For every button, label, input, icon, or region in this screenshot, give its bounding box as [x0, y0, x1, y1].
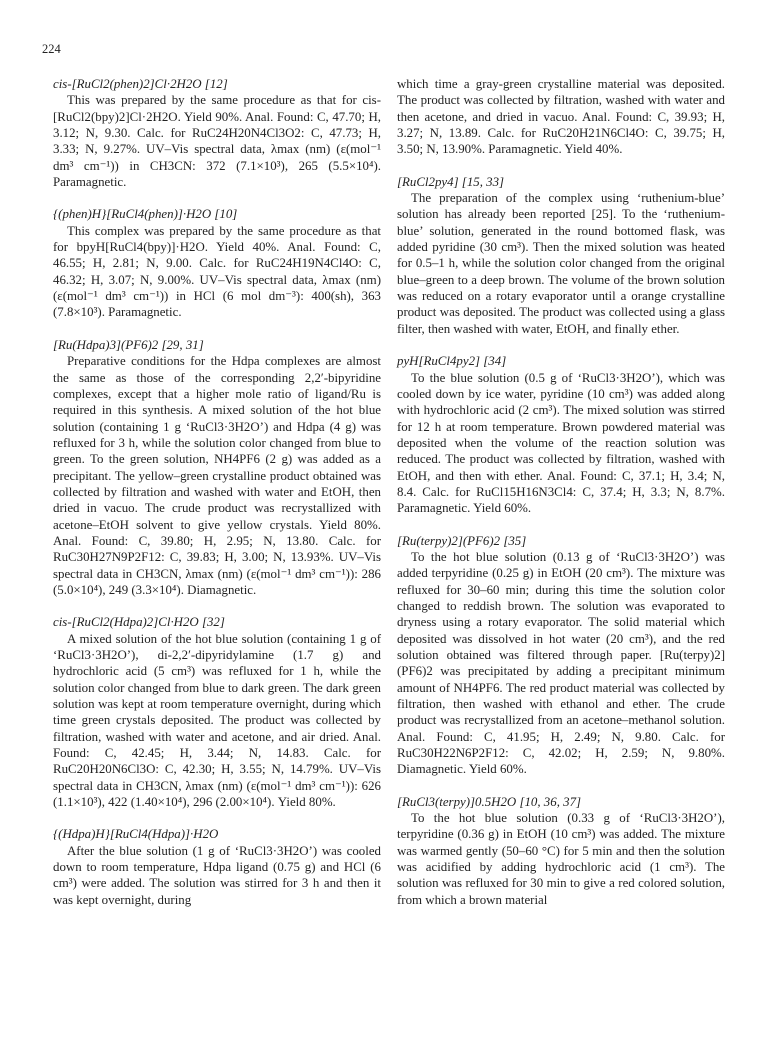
section-heading: {(phen)H}[RuCl4(phen)]·H2O [10] — [53, 207, 238, 222]
section-ru-hdpa3 — [53, 337, 381, 599]
section-heading: {(Hdpa)H}[RuCl4(Hdpa)]·H2O — [53, 827, 219, 842]
section-rucl2py4 — [397, 174, 725, 337]
section-heading: cis-[RuCl2(Hdpa)2]Cl·H2O [32] — [53, 615, 225, 630]
section-body: To the hot blue solution (0.13 g of ‘RuCl3·3H2O’) was added terpyridine (0.25 g) in EtOH (20 cm³). The mixture was refluxed for 30–60 min; during this time the solution color changed to reddish brown. The solution was evaporated to dryness using a rotary evaporator. The solid material which deposited was dissolved in hot water (20 cm³), and the red solution obtained was filtered through paper. [Ru(terpy)2](PF6)2 was precipitated by adding a precipitant minimum amount of NH4PF6. The red product material was collected by filtration, then washed with ethanol and ether. The crude product was recrystallized from an acetone–methanol solution. Anal. Found: C, 41.95; H, 2.49; N, 9.80. Calc. for RuC30H22N6P2F12: C, 42.02; H, 2.59; N, 9.80%. Diamagnetic. Yield 60%. — [397, 549, 725, 777]
section-hdpah-salt — [53, 826, 381, 908]
section-rucl2-hdpa2 — [53, 614, 381, 810]
continuation-text: which time a gray-green crystalline material was deposited. The product was collected by filtration, washed with water and then acetone, and dried in vacuo. Anal. Found: C, 39.93; H, 3.27; N, 13.89. Calc. for RuC20H21N6Cl4O: C, 39.75; H, 3.50; N, 13.90%. Paramagnetic. Yield 40%. — [397, 77, 725, 157]
section-pyh-salt — [397, 353, 725, 516]
section-heading: [RuCl3(terpy)]0.5H2O [10, 36, 37] — [397, 794, 582, 809]
section-continuation — [397, 76, 725, 158]
section-rucl3-terpy — [397, 794, 725, 908]
section-body: The preparation of the complex using ‘ruthenium-blue’ solution has already been reported [25]. To the ‘ruthenium-blue’ solution, generated in the round bottomed flask, was added pyridine (30 cm³). Then the mixed solution was heated for 0.5–1 h, while the solution color changed from the original blue–green to a deep brown. The volume of the brown solution was reduced on a rotary evaporator until a orange crystalline product was deposited. The product was collected using a glass filter, then washed with water, EtOH, and finally ether. — [397, 191, 725, 336]
section-body: After the blue solution (1 g of ‘RuCl3·3H2O’) was cooled down to room temperature, Hdpa ligand (0.75 g) and HCl (6 cm³) were added. The solution was stirred for 3 h and then it was kept overnight, during — [53, 843, 381, 907]
section-body: Preparative conditions for the Hdpa complexes are almost the same as those of the corresponding 2,2′-bipyridine complexes, except that a higher mole ratio of ligand/Ru is required in this synthesis. A mixed solution of the hot blue solution (containing 1 g ‘RuCl3·3H2O’) and Hdpa (4 g) was refluxed for 3 h, while the solution color changed from blue to green. To the green solution, NH4PF6 (2 g) was added as a precipitant. The yellow–green crystalline product obtained was collected by filtration and washed with water and EtOH, then dried in vacuo. The crude product was recrystallized with acetone–EtOH solvent to give yellow crystals. Yield 80%. Anal. Found: C, 39.80; H, 2.95; N, 13.80. Calc. for RuC30H27N9P2F12: C, 39.83; H, 3.00; N, 13.93%. UV–Vis spectral data in CH3CN, λmax (nm) (ε(mol⁻¹ dm³ cm⁻¹)): 286 (5.0×10⁴), 249 (3.3×10⁴). Diamagnetic. — [53, 354, 381, 597]
section-body: This was prepared by the same procedure as that for cis-[RuCl2(bpy)2]Cl·2H2O. Yield 90%. Anal. Found: C, 47.70; H, 3.12; N, 9.30. Calc. for RuC24H20N4Cl3O2: C, 47.73; H, 3.33; N, 9.27%. UV–Vis spectral data, λmax (nm) (ε(mol⁻¹ dm³ cm⁻¹)) in CH3CN: 372 (7.1×10³), 265 (5.5×10⁴). Paramagnetic. — [53, 93, 381, 190]
section-body: To the hot blue solution (0.33 g of ‘RuCl3·3H2O’), terpyridine (0.36 g) in EtOH (10 cm³) was added. The mixture was warmed gently (50–60 °C) for 5 min and then the solution was acidified by adding hydrochloric acid (1 cm³). The solution was refluxed for 30 min to give a red colored solution, from which a brown material — [397, 811, 725, 907]
section-ru-terpy2 — [397, 533, 725, 778]
section-heading: [Ru(terpy)2](PF6)2 [35] — [397, 533, 527, 548]
section-phenh-salt — [53, 206, 381, 320]
section-body: To the blue solution (0.5 g of ‘RuCl3·3H2O’), which was cooled down by ice water, pyridine (10 cm³) was added along with hydrochloric acid (2 cm³). The mixed solution was stirred for 12 h at room temperature. Brown powdered material was deposited when the volume of the reaction solution was reduced. The product was collected by filtration, washed with EtOH, and then with ether. Anal. Found: C, 37.1; H, 3.4; N, 8.4. Calc. for RuCl15H16N3Cl4: C, 37.4; H, 3.3; N, 8.7%. Paramagnetic. Yield 60%. — [397, 370, 725, 516]
section-heading: cis-[RuCl2(phen)2]Cl·2H2O [12] — [53, 77, 228, 91]
left-column — [53, 76, 381, 924]
page-number: 224 — [42, 42, 61, 56]
right-column — [397, 76, 725, 924]
section-heading: pyH[RuCl4py2] [34] — [397, 354, 507, 369]
section-heading: [RuCl2py4] [15, 33] — [397, 174, 505, 189]
section-body: A mixed solution of the hot blue solution (containing 1 g of ‘RuCl3·3H2O’), di-2,2′-dipyridylamine (1.7 g) and hydrochloric acid (5 cm³) was refluxed for 1 h, while the solution color changed from blue to dark green. The dark green solution was kept at room temperature overnight, during which time green crystals deposited. The product was collected by filtration, washed with water and acetone, and air dried. Anal. Found: C, 42.45; H, 3.44; N, 14.83. Calc. for RuC20H20N6Cl3O: C, 42.30; H, 3.55; N, 14.79%. UV–Vis spectral data in CH3CN, λmax (nm) (ε(mol⁻¹ dm³ cm⁻¹)): 626 (1.1×10³), 422 (1.40×10⁴), 296 (2.00×10⁴). Yield 80%. — [53, 631, 381, 810]
section-body: This complex was prepared by the same procedure as that for bpyH[RuCl4(bpy)]·H2O. Yield 40%. Anal. Found: C, 46.55; H, 2.81; N, 9.00. Calc. for RuC24H19N4Cl4O: C, 46.32; H, 3.07; N, 9.00%. UV–Vis spectral data, λmax (nm) (ε(mol⁻¹ dm³ cm⁻¹)) in HCl (6 mol dm⁻³): 400(sh), 363 (7.8×10³). Paramagnetic. — [53, 223, 381, 320]
section-ruclphen-chloride — [53, 76, 381, 190]
section-heading: [Ru(Hdpa)3](PF6)2 [29, 31] — [53, 337, 204, 352]
